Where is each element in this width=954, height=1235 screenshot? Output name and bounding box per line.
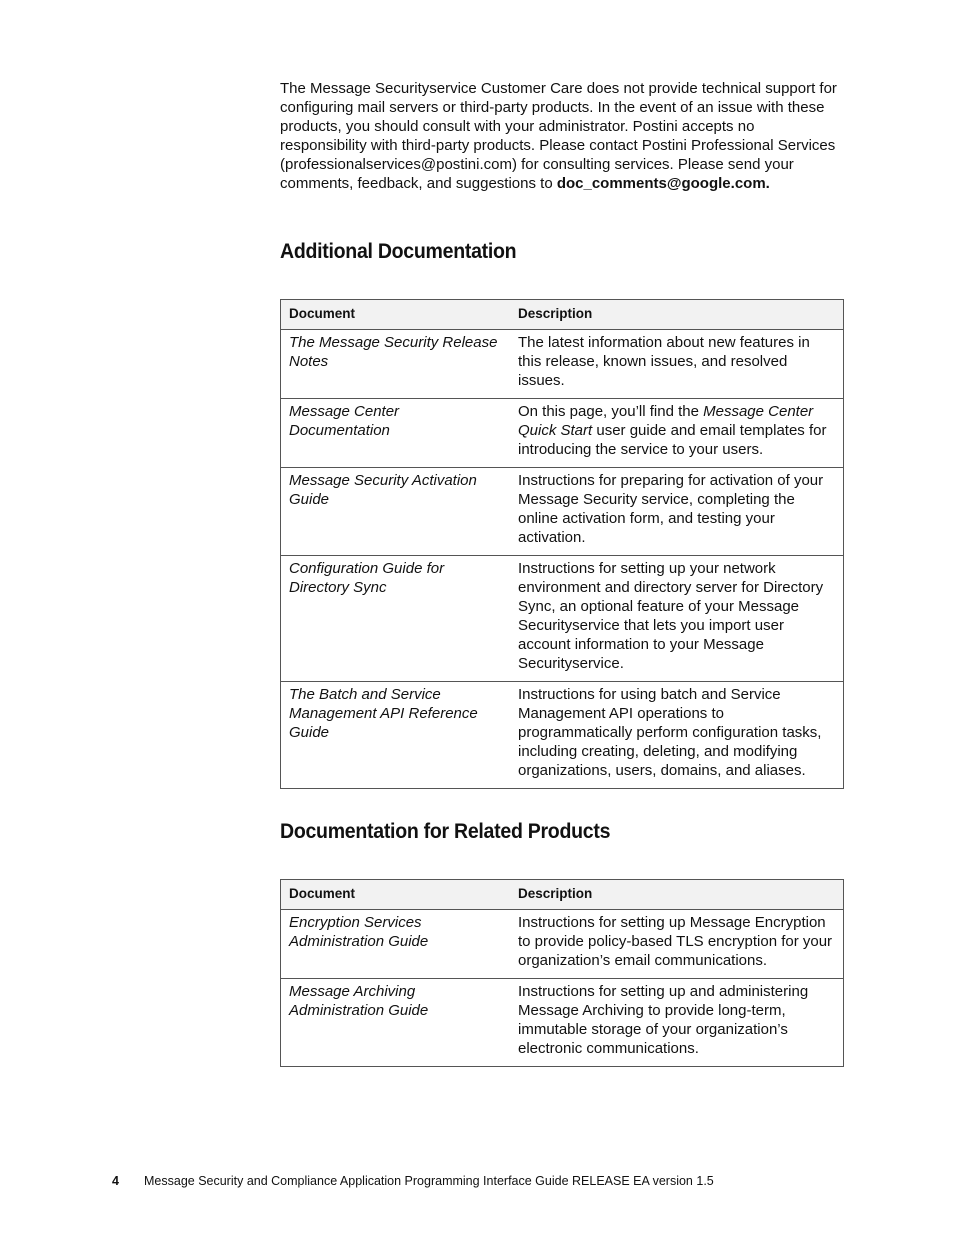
document-description [510,330,844,399]
document-description [510,468,844,556]
description-text: On this page, you’ll find the [518,403,704,420]
heading-additional-documentation: Additional Documentation [280,240,517,263]
intro-paragraph [280,79,845,193]
related-products-table [280,879,844,1067]
document-title: Encryption Services Administration Guide [281,910,511,979]
additional-documentation-table [280,299,844,789]
column-header-document: Document [281,300,511,330]
document-title: Configuration Guide for Directory Sync [281,556,511,682]
column-header-description: Description [510,300,844,330]
description-text: user guide and email templates for introducing the service to your users. [518,422,827,458]
description-text: Instructions for using batch and Service Management API operations to programmatically perform configuration tasks, including creating, deleting, and modifying organizations, users, domains, and aliases. [518,686,822,779]
table-row [281,468,844,556]
document-title: The Message Security Release Notes [281,330,511,399]
description-text: Instructions for setting up and administering Message Archiving to provide long-term, immutable storage of your organization’s electronic communications. [518,983,809,1057]
table-header-row [281,300,844,330]
document-description [510,682,844,789]
description-text: The latest information about new features in this release, known issues, and resolved issues. [518,334,810,389]
document-description [510,399,844,468]
description-italic-title: Message Center Quick Start [518,403,814,439]
document-description [510,910,844,979]
document-title: Message Center Documentation [281,399,511,468]
footer-title: Message Security and Compliance Application Programming Interface Guide RELEASE EA version 1.5 [144,1174,714,1188]
intro-text: The Message Securityservice Customer Care does not provide technical support for configuring mail servers or third-party products. In the event of an issue with these products, you should consult with your administrator. Postini accepts no responsibility with third-party products. Please contact Postini Professional Services (professionalservices@postini.com) for consulting services. Please send your comments, feedback, and suggestions to [280,80,837,192]
description-text: Instructions for preparing for activation of your Message Security service, completing the online activation form, and testing your activation. [518,472,824,546]
table-row [281,399,844,468]
table-row [281,556,844,682]
description-text: Instructions for setting up Message Encryption to provide policy-based TLS encryption for your organization’s email communications. [518,914,833,969]
document-title: Message Security Activation Guide [281,468,511,556]
table-header-row [281,880,844,910]
feedback-email: doc_comments@google.com. [556,175,770,192]
table-row [281,330,844,399]
document-description [510,556,844,682]
column-header-description: Description [510,880,844,910]
document-description [510,979,844,1067]
document-title: Message Archiving Administration Guide [281,979,511,1067]
column-header-document: Document [281,880,511,910]
page-number: 4 [112,1174,119,1188]
document-title: The Batch and Service Management API Reference Guide [281,682,511,789]
table-row [281,979,844,1067]
table-row [281,910,844,979]
heading-related-products: Documentation for Related Products [280,820,611,843]
description-text: Instructions for setting up your network environment and directory server for Directory Sync, an optional feature of your Message Securityservice that lets you import user account information to your Message Securityservice. [518,560,824,672]
table-row [281,682,844,789]
